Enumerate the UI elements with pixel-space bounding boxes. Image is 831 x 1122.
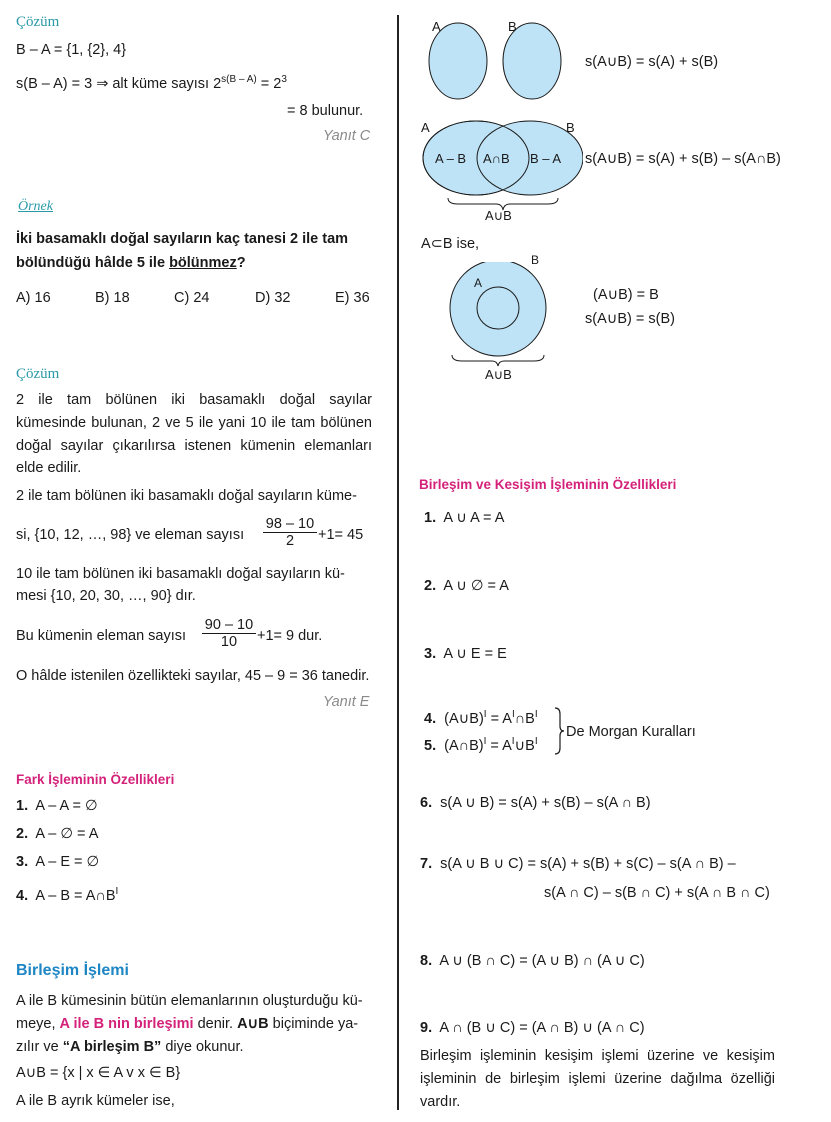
set-b-shape: [503, 23, 561, 99]
brace-icon: [553, 706, 565, 756]
solution-paragraph: Bu kümenin eleman sayısı: [16, 628, 187, 644]
set-label-b: B: [566, 120, 575, 135]
solution-paragraph: 2 ile tam bölünen iki basamaklı doğal sayıların küme-: [16, 488, 357, 504]
option-c: C) 24: [174, 290, 210, 306]
venn-disjoint: [420, 15, 580, 105]
solution-line: B – A = {1, {2}, 4}: [16, 42, 127, 58]
property-item: 1. A ∪ A = A: [424, 510, 505, 526]
formula: (A∪B) = B: [593, 287, 659, 303]
set-label-a: A: [474, 276, 483, 290]
answer-label: Yanıt E: [323, 694, 370, 710]
formula: s(A∪B) = s(A) + s(B) – s(A∩B): [585, 151, 781, 167]
subset-caption: A⊂B ise,: [421, 236, 480, 252]
list-item: 3. A – E = ∅: [16, 854, 100, 870]
formula: s(A∪B) = s(A) + s(B): [585, 54, 719, 70]
property-item: 9. A ∩ (B ∪ C) = (A ∩ B) ∪ (A ∩ C): [420, 1020, 645, 1036]
option-b: B) 18: [95, 290, 130, 306]
section-title: Birleşim ve Kesişim İşleminin Özellikleri: [419, 477, 677, 492]
property-item: 5. (A∩B)$^I$ = $A^I\cup B^I$: [424, 736, 538, 754]
solution-paragraph: +1= 9 dur.: [257, 628, 323, 644]
question-text: bölündüğü hâlde 5 ile bölünmez?: [16, 255, 246, 271]
formula: s(A∪B) = s(B): [585, 311, 675, 327]
region-label: A – B: [435, 151, 467, 166]
set-label-b: B: [531, 253, 540, 267]
fraction: $\frac{90 - 10}{10}$: [202, 617, 256, 650]
paragraph-line: A ile B kümesinin bütün elemanlarının oluşturduğu kü-: [16, 993, 363, 1009]
solution-paragraph: elde edilir.: [16, 460, 82, 476]
set-a-shape: [477, 287, 519, 329]
solution-paragraph: +1= 45: [318, 527, 364, 543]
property-item: 4. (A∪B)$^I$ = $A^I\cap B^I$: [424, 709, 538, 727]
property-item: 7. s(A ∪ B ∪ C) = s(A) + s(B) + s(C) – s(A ∩ B) –: [420, 856, 736, 872]
example-label: Örnek: [18, 199, 53, 214]
set-label-b: B: [508, 19, 517, 34]
list-item: 4. $A - B = A\cap B^I$: [16, 886, 119, 904]
answer-label: Yanıt C: [323, 128, 371, 144]
paragraph-line: vardır.: [420, 1094, 461, 1110]
union-brace: [452, 355, 544, 366]
solution-label: Çözüm: [16, 366, 60, 382]
property-item: 2. A ∪ ∅ = A: [424, 578, 509, 594]
solution-paragraph: si, {10, 12, …, 98} ve eleman sayısı: [16, 527, 245, 543]
solution-paragraph: 10 ile tam bölünen iki basamaklı doğal sayıların kü-: [16, 566, 345, 582]
set-label-a: A: [432, 19, 441, 34]
paragraph-line: Birleşim işleminin kesişim işlemi üzerine ve kesişim: [420, 1048, 775, 1064]
solution-paragraph: kümesinde bulunan, 2 ve 5 ile yani 10 ile tam bölünen: [16, 415, 372, 431]
set-label-a: A: [421, 120, 430, 135]
question-text: İki basamaklı doğal sayıların kaç tanesi 2 ile tam: [16, 231, 349, 247]
set-a-shape: [429, 23, 487, 99]
paragraph-line: meye, A ile B nin birleşimi denir. A∪B biçiminde ya-: [16, 1016, 359, 1032]
solution-line: s(B – A) = 3 ⇒ alt küme sayısı $2^{s(B - A)} = 2^3$: [16, 74, 287, 92]
option-d: D) 32: [255, 290, 291, 306]
section-title: Fark İşleminin Özellikleri: [16, 772, 175, 787]
solution-paragraph: 2 ile tam bölünen iki basamaklı doğal sayılar: [16, 392, 372, 408]
solution-label: Çözüm: [16, 14, 60, 30]
property-item: 3. A ∪ E = E: [424, 646, 507, 662]
property-item-continuation: s(A ∩ C) – s(B ∩ C) + s(A ∩ B ∩ C): [544, 885, 770, 901]
paragraph-line: zılır ve “A birleşim B” diye okunur.: [16, 1039, 244, 1055]
demorgan-label: De Morgan Kuralları: [566, 724, 696, 740]
venn-subset: [440, 262, 560, 370]
region-label: A∩B: [483, 151, 510, 166]
list-item: 2. A – ∅ = A: [16, 826, 99, 842]
option-a: A) 16: [16, 290, 51, 306]
option-e: E) 36: [335, 290, 370, 306]
property-item: 8. A ∪ (B ∩ C) = (A ∪ B) ∩ (A ∪ C): [420, 953, 645, 969]
solution-line: = 8 bulunur.: [287, 103, 364, 119]
column-divider: [397, 15, 399, 1110]
list-item: 1. A – A = ∅: [16, 798, 98, 814]
paragraph-line: A ile B ayrık kümeler ise,: [16, 1093, 175, 1109]
solution-paragraph: doğal sayılar çıkarılırsa istenen kümenin elemanları: [16, 438, 372, 454]
fraction: $\frac{98 - 10}{2}$: [263, 516, 317, 549]
union-label: A∪B: [485, 367, 512, 382]
union-label: A∪B: [485, 208, 512, 223]
solution-paragraph: O hâlde istenilen özellikteki sayılar, 45 – 9 = 36 tanedir.: [16, 668, 370, 684]
property-item: 6. s(A ∪ B) = s(A) + s(B) – s(A ∩ B): [420, 795, 651, 811]
paragraph-line: işleminin de birleşim işlemi üzerine dağılma özelliği: [420, 1071, 775, 1087]
solution-paragraph: mesi {10, 20, 30, …, 90} dır.: [16, 588, 196, 604]
paragraph-line: A∪B = {x | x ∈ A v x ∈ B}: [16, 1065, 181, 1081]
region-label: B – A: [530, 151, 562, 166]
section-title: Birleşim İşlemi: [16, 962, 129, 979]
